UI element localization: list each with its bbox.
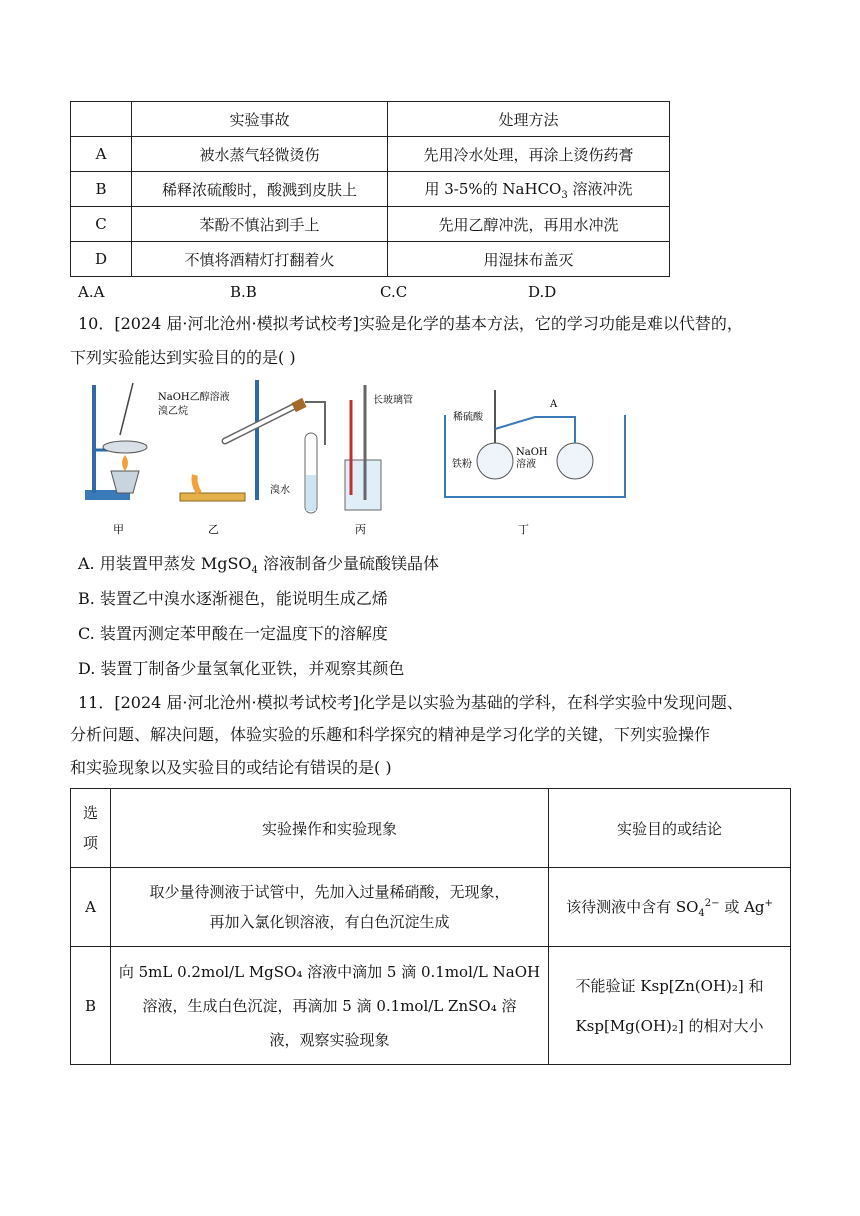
figure-label-yi: 乙 (208, 523, 219, 536)
table-row (71, 137, 670, 172)
choice-a[interactable]: A.A (78, 283, 105, 301)
q10-option-a[interactable] (78, 551, 439, 576)
option-cell: B (71, 947, 111, 1065)
figure-label-bing: 丙 (355, 523, 366, 536)
table-header-row (71, 102, 670, 137)
choice-d[interactable]: D.D (528, 283, 557, 301)
accident-cell: 不慎将酒精灯打翻着火 (132, 242, 388, 277)
label-naoh-solution: NaOH (516, 447, 548, 458)
table-header-cell: 实验目的或结论 (549, 789, 791, 868)
header-text: 项 (82, 834, 98, 852)
choice-c[interactable]: C.C (380, 283, 408, 301)
q10-stem: 下列实验能达到实验目的的是( ) (70, 348, 296, 367)
method-cell (388, 172, 670, 207)
table-header-cell (71, 789, 111, 868)
superscript: 2− (704, 897, 720, 909)
header-text: 选 (82, 804, 98, 822)
method-cell: 用湿抹布盖灭 (388, 242, 670, 277)
apparatus-jia (85, 383, 147, 536)
option-text: 溶液制备少量硫酸镁晶体 (257, 554, 439, 573)
q10-option-c[interactable]: C. 装置丙测定苯甲酸在一定温度下的溶解度 (78, 624, 388, 643)
label-dilute-acid: 稀硫酸 (453, 412, 483, 423)
table-row (71, 947, 791, 1065)
method-cell: 先用乙醇冲洗，再用水冲洗 (388, 207, 670, 242)
accident-table (70, 101, 670, 277)
option-cell: A (71, 137, 132, 172)
accident-cell: 苯酚不慎沾到手上 (132, 207, 388, 242)
operation-text: 取少量待测液于试管中，先加入过量稀硝酸，无现象， (149, 883, 510, 901)
apparatus-yi (158, 380, 325, 536)
table-row (71, 868, 791, 947)
q11-stem: 分析问题、解决问题，体验实验的乐趣和科学探究的精神是学习化学的关键，下列实验操作 (70, 725, 711, 744)
table-header-cell: 实验事故 (132, 102, 388, 137)
label-long-tube: 长玻璃管 (373, 395, 413, 406)
accident-cell: 稀释浓硫酸时，酸溅到皮肤上 (132, 172, 388, 207)
method-text: 用 3-5%的 NaHCO (424, 179, 562, 198)
goal-text: Ksp[Mg(OH)₂] 的相对大小 (575, 1016, 764, 1035)
figure-label-ding: 丁 (518, 523, 529, 536)
operation-text: 再加入氯化钡溶液，有白色沉淀生成 (209, 913, 450, 931)
operation-text: 向 5mL 0.2mol/L MgSO₄ 溶液中滴加 5 滴 0.1mol/L NaOH (118, 962, 541, 981)
q11-stem: 和实验现象以及实验目的或结论有错误的是( ) (70, 758, 392, 777)
label-bromoethane: 溴乙烷 (158, 406, 188, 417)
label-naoh-solution: 溶液 (516, 459, 536, 470)
label-iron-powder: 铁粉 (452, 459, 472, 470)
option-cell: D (71, 242, 132, 277)
goal-text: 不能验证 Ksp[Zn(OH)₂] 和 (575, 976, 764, 995)
table-row (71, 172, 670, 207)
option-cell: B (71, 172, 132, 207)
choice-b[interactable]: B.B (230, 283, 257, 301)
q10-stem: 10．[2024 届·河北沧州·模拟考试校考]实验是化学的基本方法，它的学习功能是难以代替的， (78, 314, 743, 333)
goal-text: 或 Ag (719, 897, 765, 916)
subscript: 4 (251, 565, 258, 577)
accident-cell: 被水蒸气轻微烫伤 (132, 137, 388, 172)
table-header-cell: 实验操作和实验现象 (111, 789, 549, 868)
q11-stem: 11．[2024 届·河北沧州·模拟考试校考]化学是以实验为基础的学科，在科学实验中发现问题、 (78, 693, 743, 712)
subscript: 3 (561, 189, 568, 201)
apparatus-ding (445, 390, 625, 536)
experiment-table (70, 788, 791, 1065)
goal-text: 该待测液中含有 SO (566, 897, 699, 916)
subscript: 4 (698, 907, 705, 919)
table-header-row (71, 789, 791, 868)
figure-label-jia: 甲 (113, 523, 124, 536)
label-bromine-water: 溴水 (270, 485, 290, 496)
superscript: + (764, 897, 773, 909)
option-text: A. 用装置甲蒸发 MgSO (78, 554, 252, 573)
table-header-cell: 处理方法 (388, 102, 670, 137)
apparatus-bing (345, 385, 413, 536)
apparatus-figure (75, 375, 635, 540)
goal-cell (549, 947, 791, 1065)
option-cell: A (71, 868, 111, 947)
table-row (71, 207, 670, 242)
label-naoh-ethanol: NaOH乙醇溶液 (158, 392, 230, 403)
method-cell: 先用冷水处理，再涂上烫伤药膏 (388, 137, 670, 172)
table-row (71, 242, 670, 277)
operation-cell (111, 868, 549, 947)
goal-cell (549, 868, 791, 947)
option-cell: C (71, 207, 132, 242)
operation-text: 液，观察实验现象 (269, 1030, 390, 1049)
method-text: 溶液冲洗 (567, 179, 633, 198)
table-header-cell (71, 102, 132, 137)
operation-cell (111, 947, 549, 1065)
q10-option-d[interactable]: D. 装置丁制备少量氢氧化亚铁，并观察其颜色 (78, 659, 405, 678)
q10-option-b[interactable]: B. 装置乙中溴水逐渐褪色，能说明生成乙烯 (78, 589, 388, 608)
operation-text: 溶液，生成白色沉淀，再滴加 5 滴 0.1mol/L ZnSO₄ 溶 (142, 996, 517, 1015)
label-valve-a: A (550, 399, 558, 410)
